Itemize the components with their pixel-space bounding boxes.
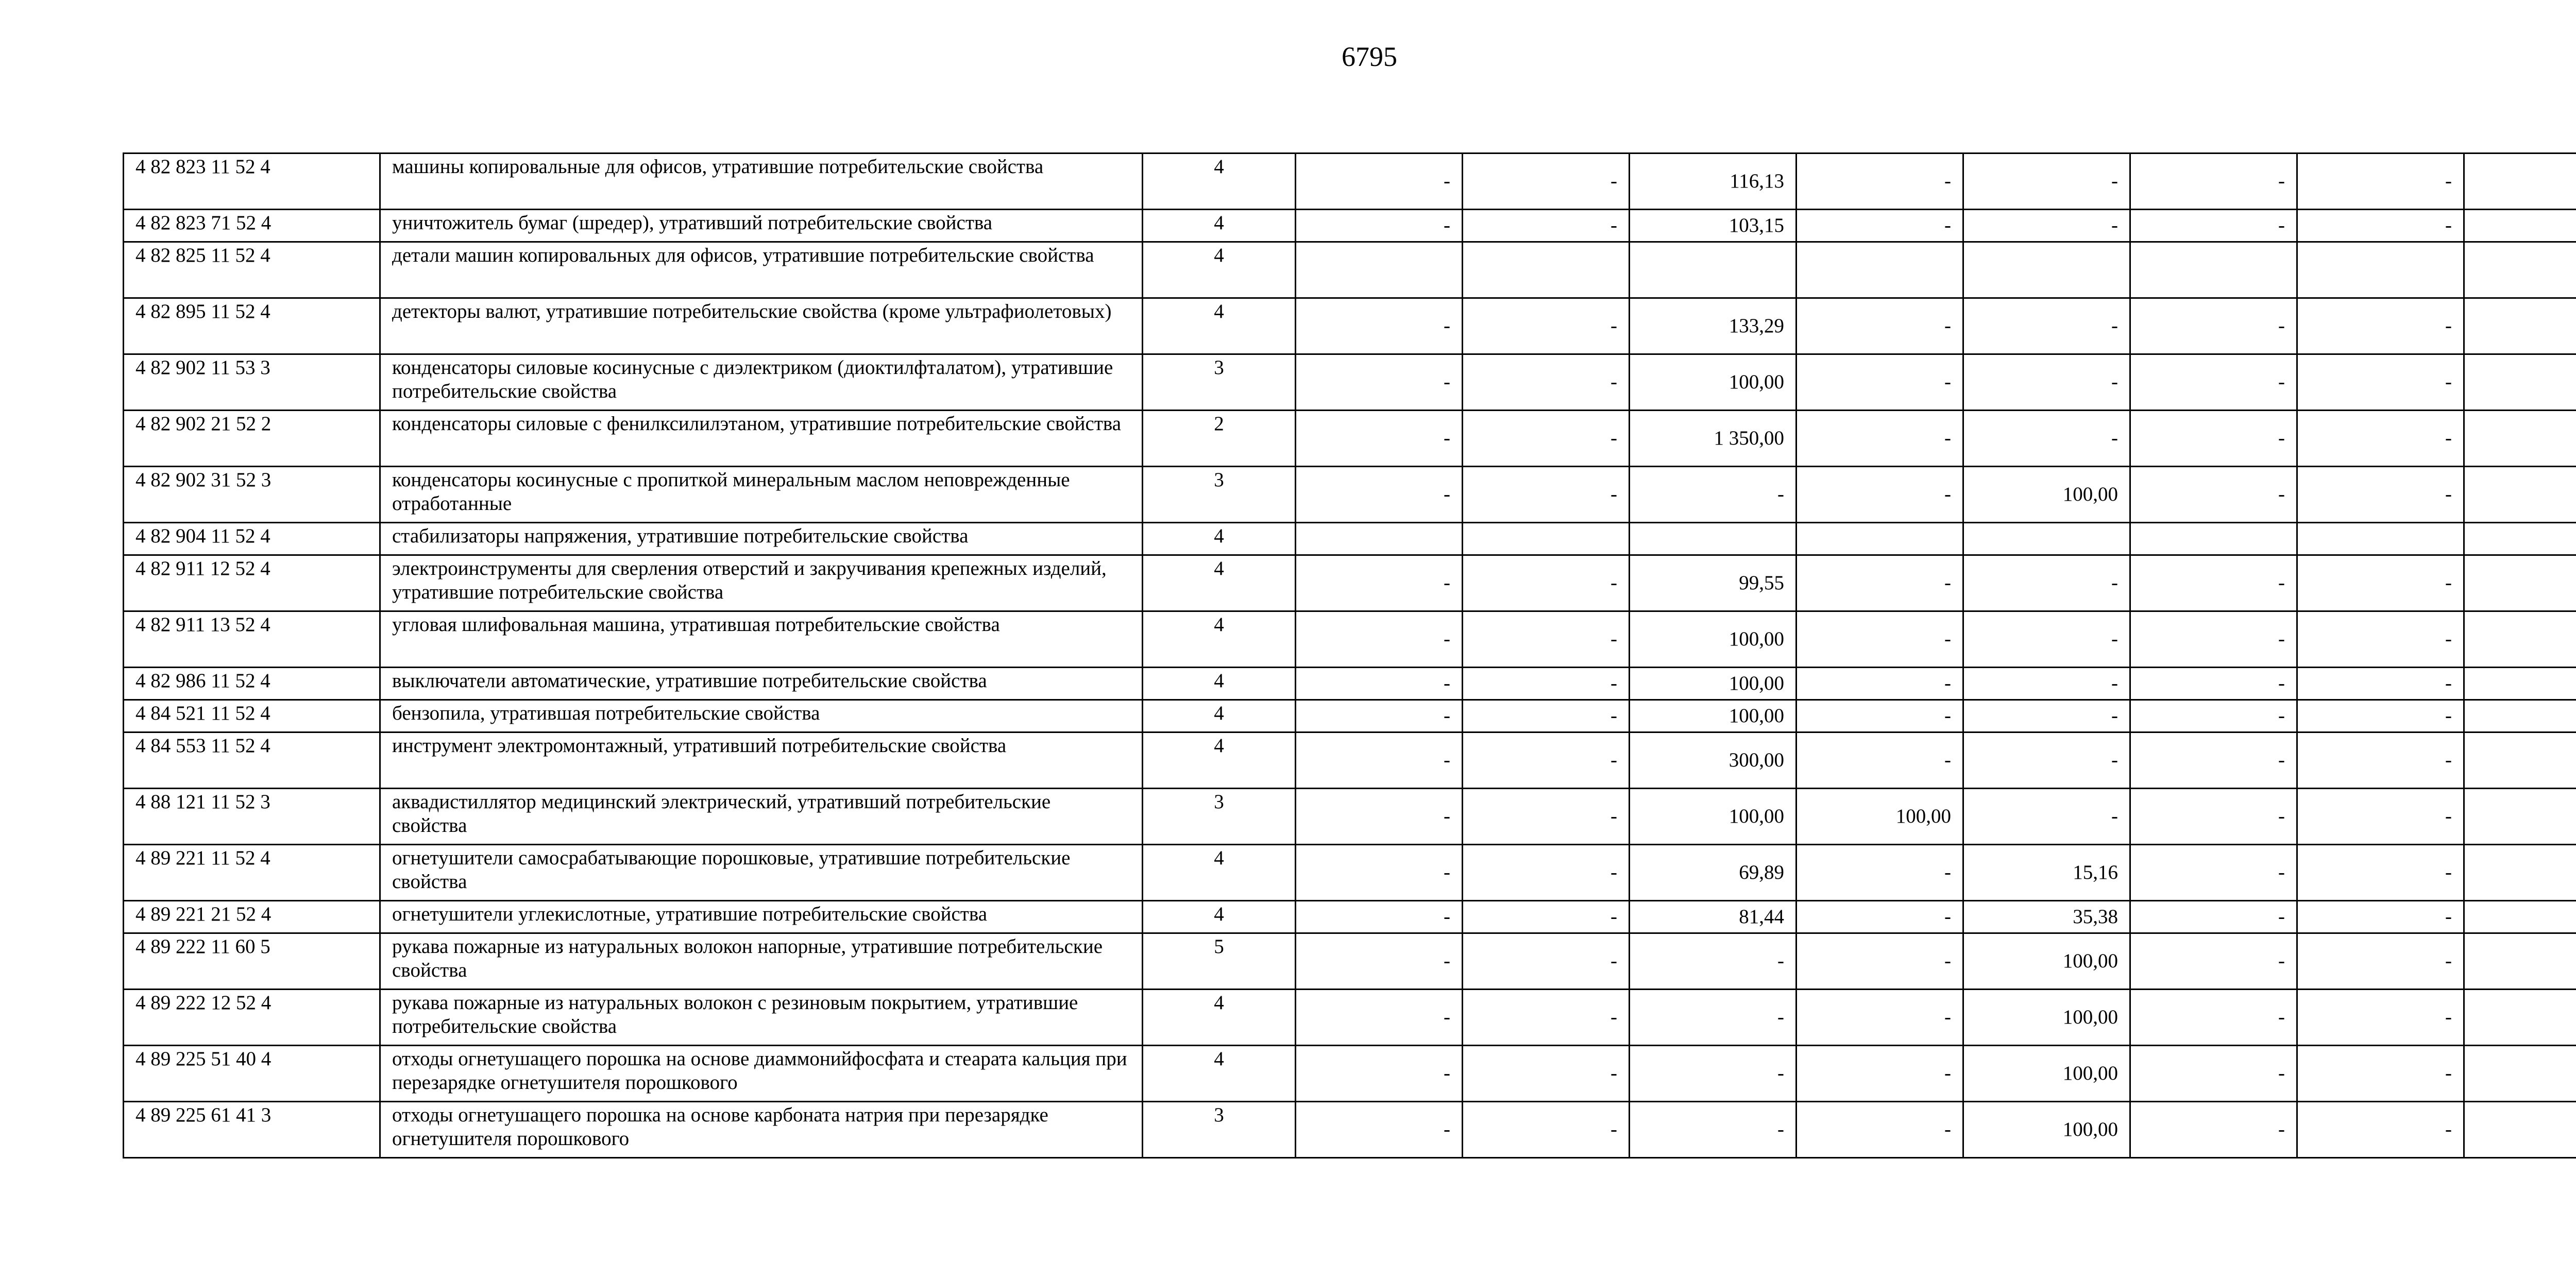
table-row	[124, 467, 2576, 523]
hazard-class-cell: 4	[1143, 154, 1296, 210]
hazard-class-cell: 4	[1143, 555, 1296, 611]
waste-code-cell: 4 82 911 13 52 4	[124, 611, 380, 668]
page-number: 6795	[1342, 41, 1397, 72]
value-cell: -	[1463, 845, 1630, 901]
value-cell: -	[2297, 154, 2464, 210]
value-cell: -	[1797, 1102, 1963, 1158]
value-cell: 99,55	[1630, 555, 1797, 611]
value-cell: -	[2130, 990, 2297, 1046]
waste-code-cell: 4 89 225 61 41 3	[124, 1102, 380, 1158]
value-cell: -	[1963, 555, 2130, 611]
waste-name-cell: стабилизаторы напряжения, утратившие потребительские свойства	[380, 523, 1143, 555]
table-row	[124, 1102, 2576, 1158]
hazard-class-cell: 3	[1143, 1102, 1296, 1158]
value-cell: -	[2297, 611, 2464, 668]
hazard-class-cell: 4	[1143, 700, 1296, 732]
waste-name-cell: уничтожитель бумаг (шредер), утративший потребительские свойства	[380, 210, 1143, 242]
waste-name-cell: аквадистиллятор медицинский электрический, утративший потребительские свойства	[380, 789, 1143, 845]
value-cell: -	[1797, 611, 1963, 668]
value-cell: -	[1296, 1046, 1463, 1102]
value-cell	[2464, 154, 2576, 210]
value-cell: -	[1797, 467, 1963, 523]
value-cell	[1630, 523, 1797, 555]
value-cell	[2464, 467, 2576, 523]
value-cell: -	[1296, 845, 1463, 901]
value-cell: -	[1463, 668, 1630, 700]
value-cell: -	[1963, 154, 2130, 210]
value-cell: -	[2130, 789, 2297, 845]
value-cell: -	[1463, 467, 1630, 523]
value-cell: -	[2130, 845, 2297, 901]
value-cell: -	[1463, 354, 1630, 411]
hazard-class-cell: 4	[1143, 732, 1296, 789]
value-cell: -	[1463, 700, 1630, 732]
value-cell	[2464, 901, 2576, 933]
value-cell	[2464, 933, 2576, 990]
value-cell: -	[1963, 668, 2130, 700]
value-cell: -	[1296, 1102, 1463, 1158]
waste-code-cell: 4 84 521 11 52 4	[124, 700, 380, 732]
value-cell	[2464, 668, 2576, 700]
value-cell: 100,00	[1630, 668, 1797, 700]
value-cell: -	[2297, 933, 2464, 990]
value-cell: 300,00	[1630, 732, 1797, 789]
value-cell	[2464, 789, 2576, 845]
value-cell: -	[1963, 789, 2130, 845]
value-cell: -	[1463, 1046, 1630, 1102]
value-cell: -	[1463, 298, 1630, 354]
value-cell: -	[1963, 611, 2130, 668]
value-cell: -	[2297, 732, 2464, 789]
value-cell: 81,44	[1630, 901, 1797, 933]
value-cell: -	[2297, 298, 2464, 354]
value-cell	[2464, 411, 2576, 467]
value-cell: -	[1797, 1046, 1963, 1102]
value-cell	[2464, 700, 2576, 732]
value-cell: -	[1296, 611, 1463, 668]
value-cell: -	[2297, 555, 2464, 611]
value-cell	[2297, 523, 2464, 555]
value-cell: -	[2130, 411, 2297, 467]
waste-code-cell: 4 82 823 71 52 4	[124, 210, 380, 242]
value-cell	[1630, 242, 1797, 298]
value-cell: -	[2297, 1046, 2464, 1102]
value-cell: -	[2130, 700, 2297, 732]
value-cell	[2464, 611, 2576, 668]
table-row	[124, 901, 2576, 933]
value-cell: -	[2297, 668, 2464, 700]
value-cell: 100,00	[1630, 354, 1797, 411]
value-cell: -	[2297, 845, 2464, 901]
value-cell	[1963, 242, 2130, 298]
value-cell: -	[1630, 933, 1797, 990]
hazard-class-cell: 3	[1143, 354, 1296, 411]
waste-name-cell: конденсаторы косинусные с пропиткой минеральным маслом неповрежденные отработанные	[380, 467, 1143, 523]
value-cell	[2464, 1046, 2576, 1102]
value-cell: 35,38	[1963, 901, 2130, 933]
value-cell	[1463, 242, 1630, 298]
value-cell: -	[1463, 789, 1630, 845]
value-cell	[1797, 523, 1963, 555]
table-row	[124, 411, 2576, 467]
value-cell	[1963, 523, 2130, 555]
value-cell	[2464, 242, 2576, 298]
value-cell: -	[2130, 154, 2297, 210]
value-cell: -	[1463, 210, 1630, 242]
value-cell: -	[2130, 901, 2297, 933]
value-cell: -	[2297, 210, 2464, 242]
waste-name-cell: отходы огнетушащего порошка на основе карбоната натрия при перезарядке огнетушителя порошкового	[380, 1102, 1143, 1158]
value-cell: -	[2297, 990, 2464, 1046]
hazard-class-cell: 5	[1143, 933, 1296, 990]
value-cell: -	[1296, 154, 1463, 210]
waste-code-cell: 4 82 902 11 53 3	[124, 354, 380, 411]
value-cell: -	[1463, 732, 1630, 789]
value-cell: 116,13	[1630, 154, 1797, 210]
table-row	[124, 732, 2576, 789]
value-cell: -	[1630, 467, 1797, 523]
value-cell: -	[2297, 700, 2464, 732]
waste-code-cell: 4 89 221 21 52 4	[124, 901, 380, 933]
value-cell: -	[1797, 845, 1963, 901]
value-cell: -	[2130, 611, 2297, 668]
waste-name-cell: бензопила, утратившая потребительские свойства	[380, 700, 1143, 732]
waste-code-cell: 4 82 904 11 52 4	[124, 523, 380, 555]
value-cell: -	[2297, 789, 2464, 845]
value-cell: 15,16	[1963, 845, 2130, 901]
value-cell: -	[2297, 901, 2464, 933]
value-cell: -	[2297, 354, 2464, 411]
waste-name-cell: рукава пожарные из натуральных волокон напорные, утратившие потребительские свойства	[380, 933, 1143, 990]
waste-code-cell: 4 82 825 11 52 4	[124, 242, 380, 298]
value-cell: -	[1797, 700, 1963, 732]
table-row	[124, 154, 2576, 210]
value-cell: 100,00	[1797, 789, 1963, 845]
hazard-class-cell: 2	[1143, 411, 1296, 467]
value-cell: -	[1963, 411, 2130, 467]
table-row	[124, 354, 2576, 411]
value-cell: -	[1797, 732, 1963, 789]
waste-code-cell: 4 82 823 11 52 4	[124, 154, 380, 210]
waste-name-cell: отходы огнетушащего порошка на основе диаммонийфосфата и стеарата кальция при перезарядке огнетушителя порошкового	[380, 1046, 1143, 1102]
value-cell: -	[1296, 354, 1463, 411]
value-cell: -	[1963, 354, 2130, 411]
table-row	[124, 933, 2576, 990]
value-cell: -	[1296, 467, 1463, 523]
hazard-class-cell: 4	[1143, 242, 1296, 298]
hazard-class-cell: 4	[1143, 611, 1296, 668]
hazard-class-cell: 3	[1143, 789, 1296, 845]
value-cell: 100,00	[1963, 990, 2130, 1046]
value-cell	[1797, 242, 1963, 298]
waste-code-cell: 4 89 222 11 60 5	[124, 933, 380, 990]
value-cell: -	[1296, 732, 1463, 789]
value-cell	[1296, 523, 1463, 555]
value-cell: -	[2130, 354, 2297, 411]
value-cell	[2464, 298, 2576, 354]
table-row	[124, 210, 2576, 242]
table-row	[124, 298, 2576, 354]
hazard-class-cell: 4	[1143, 210, 1296, 242]
value-cell: 100,00	[1630, 789, 1797, 845]
value-cell	[2464, 845, 2576, 901]
value-cell	[2464, 1102, 2576, 1158]
value-cell: -	[2130, 210, 2297, 242]
value-cell: -	[1797, 901, 1963, 933]
value-cell	[2464, 354, 2576, 411]
value-cell: -	[1296, 933, 1463, 990]
value-cell	[2464, 555, 2576, 611]
value-cell: -	[1797, 668, 1963, 700]
value-cell: -	[1963, 210, 2130, 242]
table-row	[124, 789, 2576, 845]
waste-name-cell: огнетушители самосрабатывающие порошковые, утратившие потребительские свойства	[380, 845, 1143, 901]
value-cell: -	[1296, 700, 1463, 732]
value-cell: -	[1463, 901, 1630, 933]
value-cell: -	[1797, 354, 1963, 411]
value-cell: -	[1296, 555, 1463, 611]
value-cell	[2464, 732, 2576, 789]
value-cell: 103,15	[1630, 210, 1797, 242]
waste-code-cell: 4 82 911 12 52 4	[124, 555, 380, 611]
waste-code-cell: 4 84 553 11 52 4	[124, 732, 380, 789]
waste-code-cell: 4 89 225 51 40 4	[124, 1046, 380, 1102]
value-cell: -	[2130, 668, 2297, 700]
value-cell: -	[1296, 789, 1463, 845]
waste-registry-table	[123, 152, 2576, 1158]
table-row	[124, 611, 2576, 668]
hazard-class-cell: 4	[1143, 1046, 1296, 1102]
value-cell: -	[1797, 154, 1963, 210]
value-cell: -	[1463, 611, 1630, 668]
value-cell: 100,00	[1963, 467, 2130, 523]
waste-name-cell: выключатели автоматические, утратившие потребительские свойства	[380, 668, 1143, 700]
value-cell	[2130, 242, 2297, 298]
value-cell: -	[2130, 1046, 2297, 1102]
value-cell: -	[1463, 411, 1630, 467]
value-cell	[1296, 242, 1463, 298]
value-cell: -	[1797, 298, 1963, 354]
value-cell: 1 350,00	[1630, 411, 1797, 467]
value-cell: -	[1963, 732, 2130, 789]
value-cell: -	[1797, 933, 1963, 990]
hazard-class-cell: 3	[1143, 467, 1296, 523]
value-cell: 100,00	[1963, 933, 2130, 990]
value-cell: -	[2130, 467, 2297, 523]
value-cell: -	[2130, 555, 2297, 611]
value-cell	[1463, 523, 1630, 555]
hazard-class-cell: 4	[1143, 298, 1296, 354]
table-row	[124, 555, 2576, 611]
hazard-class-cell: 4	[1143, 845, 1296, 901]
waste-code-cell: 4 82 986 11 52 4	[124, 668, 380, 700]
value-cell: -	[1296, 210, 1463, 242]
waste-name-cell: электроинструменты для сверления отверстий и закручивания крепежных изделий, утратившие потребительские свойства	[380, 555, 1143, 611]
table-row	[124, 845, 2576, 901]
value-cell: -	[1963, 700, 2130, 732]
table-row	[124, 1046, 2576, 1102]
value-cell: -	[1630, 1046, 1797, 1102]
value-cell: 69,89	[1630, 845, 1797, 901]
value-cell	[2464, 523, 2576, 555]
value-cell: -	[2130, 1102, 2297, 1158]
value-cell: -	[1797, 411, 1963, 467]
waste-name-cell: рукава пожарные из натуральных волокон с резиновым покрытием, утратившие потребительские свойства	[380, 990, 1143, 1046]
waste-name-cell: огнетушители углекислотные, утратившие потребительские свойства	[380, 901, 1143, 933]
value-cell: 100,00	[1963, 1102, 2130, 1158]
value-cell: -	[1630, 990, 1797, 1046]
value-cell: -	[2130, 933, 2297, 990]
value-cell: -	[1797, 555, 1963, 611]
waste-code-cell: 4 88 121 11 52 3	[124, 789, 380, 845]
waste-code-cell: 4 82 902 31 52 3	[124, 467, 380, 523]
value-cell: 100,00	[1630, 700, 1797, 732]
value-cell: -	[1797, 210, 1963, 242]
value-cell: -	[1296, 990, 1463, 1046]
value-cell	[2464, 210, 2576, 242]
value-cell: -	[1463, 555, 1630, 611]
waste-name-cell: угловая шлифовальная машина, утратившая потребительские свойства	[380, 611, 1143, 668]
waste-code-cell: 4 89 221 11 52 4	[124, 845, 380, 901]
waste-name-cell: детали машин копировальных для офисов, утратившие потребительские свойства	[380, 242, 1143, 298]
waste-name-cell: машины копировальные для офисов, утратившие потребительские свойства	[380, 154, 1143, 210]
waste-name-cell: конденсаторы силовые косинусные с диэлектриком (диоктилфталатом), утратившие потребительские свойства	[380, 354, 1143, 411]
value-cell: -	[1797, 990, 1963, 1046]
hazard-class-cell: 4	[1143, 668, 1296, 700]
value-cell: -	[2297, 1102, 2464, 1158]
value-cell: -	[1463, 154, 1630, 210]
value-cell: 100,00	[1630, 611, 1797, 668]
value-cell: -	[1296, 298, 1463, 354]
value-cell: -	[1630, 1102, 1797, 1158]
hazard-class-cell: 4	[1143, 523, 1296, 555]
waste-code-cell: 4 82 895 11 52 4	[124, 298, 380, 354]
table-row	[124, 523, 2576, 555]
table-row	[124, 242, 2576, 298]
value-cell	[2130, 523, 2297, 555]
table-row	[124, 990, 2576, 1046]
value-cell: -	[1463, 990, 1630, 1046]
value-cell: -	[1296, 411, 1463, 467]
table-row	[124, 668, 2576, 700]
table-body	[124, 154, 2576, 1158]
table-row	[124, 700, 2576, 732]
hazard-class-cell: 4	[1143, 901, 1296, 933]
waste-name-cell: конденсаторы силовые с фенилксилилэтаном, утратившие потребительские свойства	[380, 411, 1143, 467]
value-cell: -	[2130, 732, 2297, 789]
value-cell	[2464, 990, 2576, 1046]
value-cell: -	[2130, 298, 2297, 354]
value-cell: -	[1963, 298, 2130, 354]
value-cell: -	[1463, 1102, 1630, 1158]
value-cell: -	[1296, 901, 1463, 933]
value-cell: -	[2297, 411, 2464, 467]
waste-code-cell: 4 89 222 12 52 4	[124, 990, 380, 1046]
value-cell: -	[2297, 467, 2464, 523]
waste-code-cell: 4 82 902 21 52 2	[124, 411, 380, 467]
value-cell: 133,29	[1630, 298, 1797, 354]
value-cell: 100,00	[1963, 1046, 2130, 1102]
waste-name-cell: детекторы валют, утратившие потребительские свойства (кроме ультрафиолетовых)	[380, 298, 1143, 354]
value-cell	[2297, 242, 2464, 298]
value-cell: -	[1296, 668, 1463, 700]
value-cell: -	[1463, 933, 1630, 990]
hazard-class-cell: 4	[1143, 990, 1296, 1046]
waste-name-cell: инструмент электромонтажный, утративший потребительские свойства	[380, 732, 1143, 789]
